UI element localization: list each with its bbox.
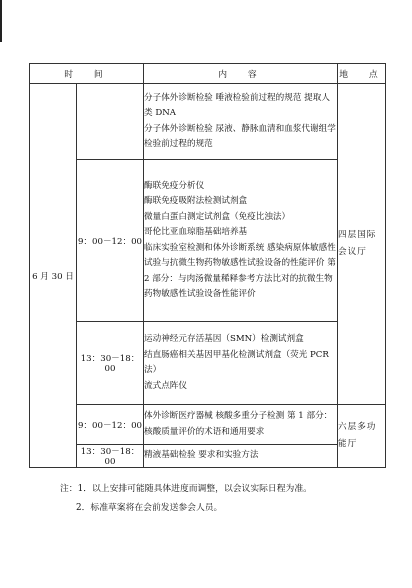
list-item: 流式点阵仪 [144,380,187,391]
list-item: 酶联免疫吸附法检测试剂盒 [144,196,248,206]
content-cell [144,84,338,160]
venue-cell-4f: 四层国际会议厅 [338,84,386,405]
notes [60,480,312,518]
list-item: 结直肠癌相关基因甲基化检测试剂盒（荧光 PCR 法） [144,349,329,375]
header-venue: 地 点 [338,64,386,84]
list-item: 精液基础检验 要求和实验方法 [144,450,259,461]
list-item: 微量白蛋白测定试剂盒（免疫比浊法） [144,211,291,222]
list-item: 运动神经元存活基因（SMN）检测试剂盒 [144,334,304,344]
table-row [30,84,386,160]
header-content: 内 容 [144,64,338,84]
table-row [30,445,386,468]
header-time: 时 间 [30,64,144,84]
list-item: 酶联免疫分析仪 [144,180,205,191]
content-cell [144,322,338,405]
time-cell: 13：30－18：00 [77,322,144,405]
table-row [30,405,386,445]
time-cell [77,84,144,160]
table-row [30,322,386,405]
list-item: 哥伦比亚血琼脂基础培养基 [144,227,248,237]
list-item: 临床实验室检测和体外诊断系统 感染病原体敏感性试验与抗微生物药物敏感性试验设备的性能评价 第 2 部分：与肉汤微量稀释参考方法比对的抗微生物药物敏感性试验设备性能评价 [144,242,336,299]
list-item: 分子体外诊断检验 唾液检验前过程的规范 提取人类 DNA [144,92,330,118]
header-row [30,64,386,84]
list-item: 分子体外诊断检验 尿液、静脉血清和血浆代谢组学检验前过程的规范 [144,123,336,149]
list-item: 体外诊断医疗器械 核酸多重分子检测 第 1 部分：核酸质量评价的术语和通用要求 [144,411,333,437]
time-cell: 13：30－18：00 [77,445,144,468]
note-2: 2．标准草案将在会前发送参会人员。 [76,503,223,513]
content-cell [144,405,338,445]
venue-cell-6f: 六层多功能厅 [338,405,386,468]
content-cell [144,160,338,322]
schedule-table [29,63,386,468]
table-row [30,160,386,322]
date-cell: 6 月 30 日 [30,84,77,468]
time-cell: 9：00－12：00 [77,405,144,445]
page-edge-line [0,0,2,42]
time-cell: 9：00－12：00 [77,160,144,322]
note-1: 注：1．以上安排可能随具体进度而调整，以会议实际日程为准。 [60,484,312,494]
content-cell [144,445,338,468]
